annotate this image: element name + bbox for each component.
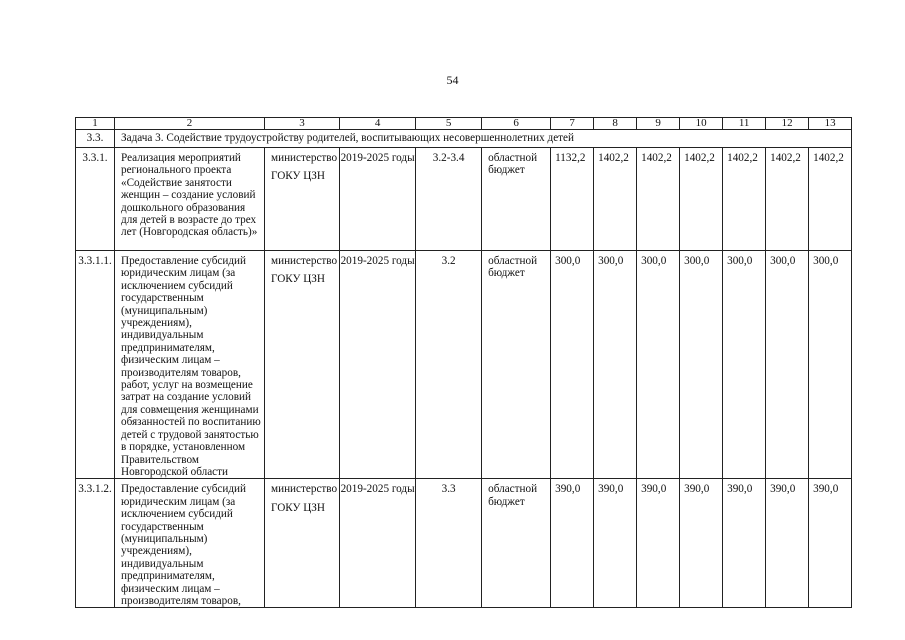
row-value: 300,0 bbox=[551, 251, 594, 479]
row-years: 2019-2025 годы bbox=[340, 479, 416, 608]
row-indicator: 3.2-3.4 bbox=[416, 148, 482, 251]
column-number-row bbox=[76, 118, 852, 130]
row-value: 1402,2 bbox=[723, 148, 766, 251]
row-name: Предоставление субсидий юридическим лицам (за исключением субсидий государственным (муниципальным) учреждениям), индивидуальным предпринимателям, физическим лицам – производителям товаров, работ, услуг на возмещение затрат на создание условий для совмещения женщинами обязанностей по воспитанию детей с трудовой занятостью в порядке, установленном Правительством Новгородской области bbox=[115, 251, 265, 479]
row-value: 300,0 bbox=[766, 251, 809, 479]
column-header: 2 bbox=[115, 118, 265, 130]
row-value: 390,0 bbox=[723, 479, 766, 608]
column-header: 10 bbox=[680, 118, 723, 130]
row-value: 390,0 bbox=[637, 479, 680, 608]
column-header: 3 bbox=[265, 118, 340, 130]
row-value: 1402,2 bbox=[680, 148, 723, 251]
executor-org: ГОКУ ЦЗН bbox=[271, 501, 325, 514]
row-years: 2019-2025 годы bbox=[340, 251, 416, 479]
row-code: 3.3.1.2. bbox=[76, 479, 115, 608]
column-header: 9 bbox=[637, 118, 680, 130]
row-source: областной бюджет bbox=[482, 251, 551, 479]
task-title: Задача 3. Содействие трудоустройству родителей, воспитывающих несовершеннолетних детей bbox=[115, 130, 852, 148]
row-executor bbox=[265, 148, 340, 251]
row-value: 1402,2 bbox=[637, 148, 680, 251]
row-value: 300,0 bbox=[809, 251, 852, 479]
row-code: 3.3.1.1. bbox=[76, 251, 115, 479]
table-row bbox=[76, 479, 852, 608]
task-code: 3.3. bbox=[76, 130, 115, 148]
executor-ministry: министерство bbox=[271, 255, 338, 267]
column-header: 1 bbox=[76, 118, 115, 130]
executor-ministry: министерство bbox=[271, 483, 338, 496]
row-executor bbox=[265, 479, 340, 608]
executor-org: ГОКУ ЦЗН bbox=[271, 170, 325, 183]
row-code: 3.3.1. bbox=[76, 148, 115, 251]
row-value: 1402,2 bbox=[809, 148, 852, 251]
row-name: Реализация мероприятий регионального проекта «Содействие занятости женщин – создание условий дошкольного образования для детей в возрасте до трех лет (Новгородская область)» bbox=[115, 148, 265, 251]
row-years: 2019-2025 годы bbox=[340, 148, 416, 251]
row-value: 1402,2 bbox=[766, 148, 809, 251]
row-name: Предоставление субсидий юридическим лицам (за исключением субсидий государственным (муниципальным) учреждениям), индивидуальным предпринимателям, физическим лицам – производителям товаров, bbox=[115, 479, 265, 608]
row-value: 390,0 bbox=[551, 479, 594, 608]
task-row bbox=[76, 130, 852, 148]
row-executor bbox=[265, 251, 340, 479]
row-value: 390,0 bbox=[809, 479, 852, 608]
column-header: 6 bbox=[482, 118, 551, 130]
column-header: 5 bbox=[416, 118, 482, 130]
table-row bbox=[76, 251, 852, 479]
row-value: 300,0 bbox=[723, 251, 766, 479]
executor-ministry: министерство bbox=[271, 152, 338, 164]
executor-org: ГОКУ ЦЗН bbox=[271, 273, 325, 286]
row-value: 300,0 bbox=[637, 251, 680, 479]
row-value: 1132,2 bbox=[551, 148, 594, 251]
program-table bbox=[75, 117, 852, 608]
table-row bbox=[76, 148, 852, 251]
row-value: 390,0 bbox=[766, 479, 809, 608]
row-source: областной бюджет bbox=[482, 148, 551, 251]
column-header: 4 bbox=[340, 118, 416, 130]
column-header: 7 bbox=[551, 118, 594, 130]
row-value: 300,0 bbox=[594, 251, 637, 479]
column-header: 8 bbox=[594, 118, 637, 130]
row-source: областной бюджет bbox=[482, 479, 551, 608]
row-value: 390,0 bbox=[594, 479, 637, 608]
row-value: 300,0 bbox=[680, 251, 723, 479]
page-number: 54 bbox=[446, 73, 459, 87]
column-header: 12 bbox=[766, 118, 809, 130]
column-header: 13 bbox=[809, 118, 852, 130]
column-header: 11 bbox=[723, 118, 766, 130]
row-value: 390,0 bbox=[680, 479, 723, 608]
row-value: 1402,2 bbox=[594, 148, 637, 251]
row-indicator: 3.2 bbox=[416, 251, 482, 479]
row-indicator: 3.3 bbox=[416, 479, 482, 608]
